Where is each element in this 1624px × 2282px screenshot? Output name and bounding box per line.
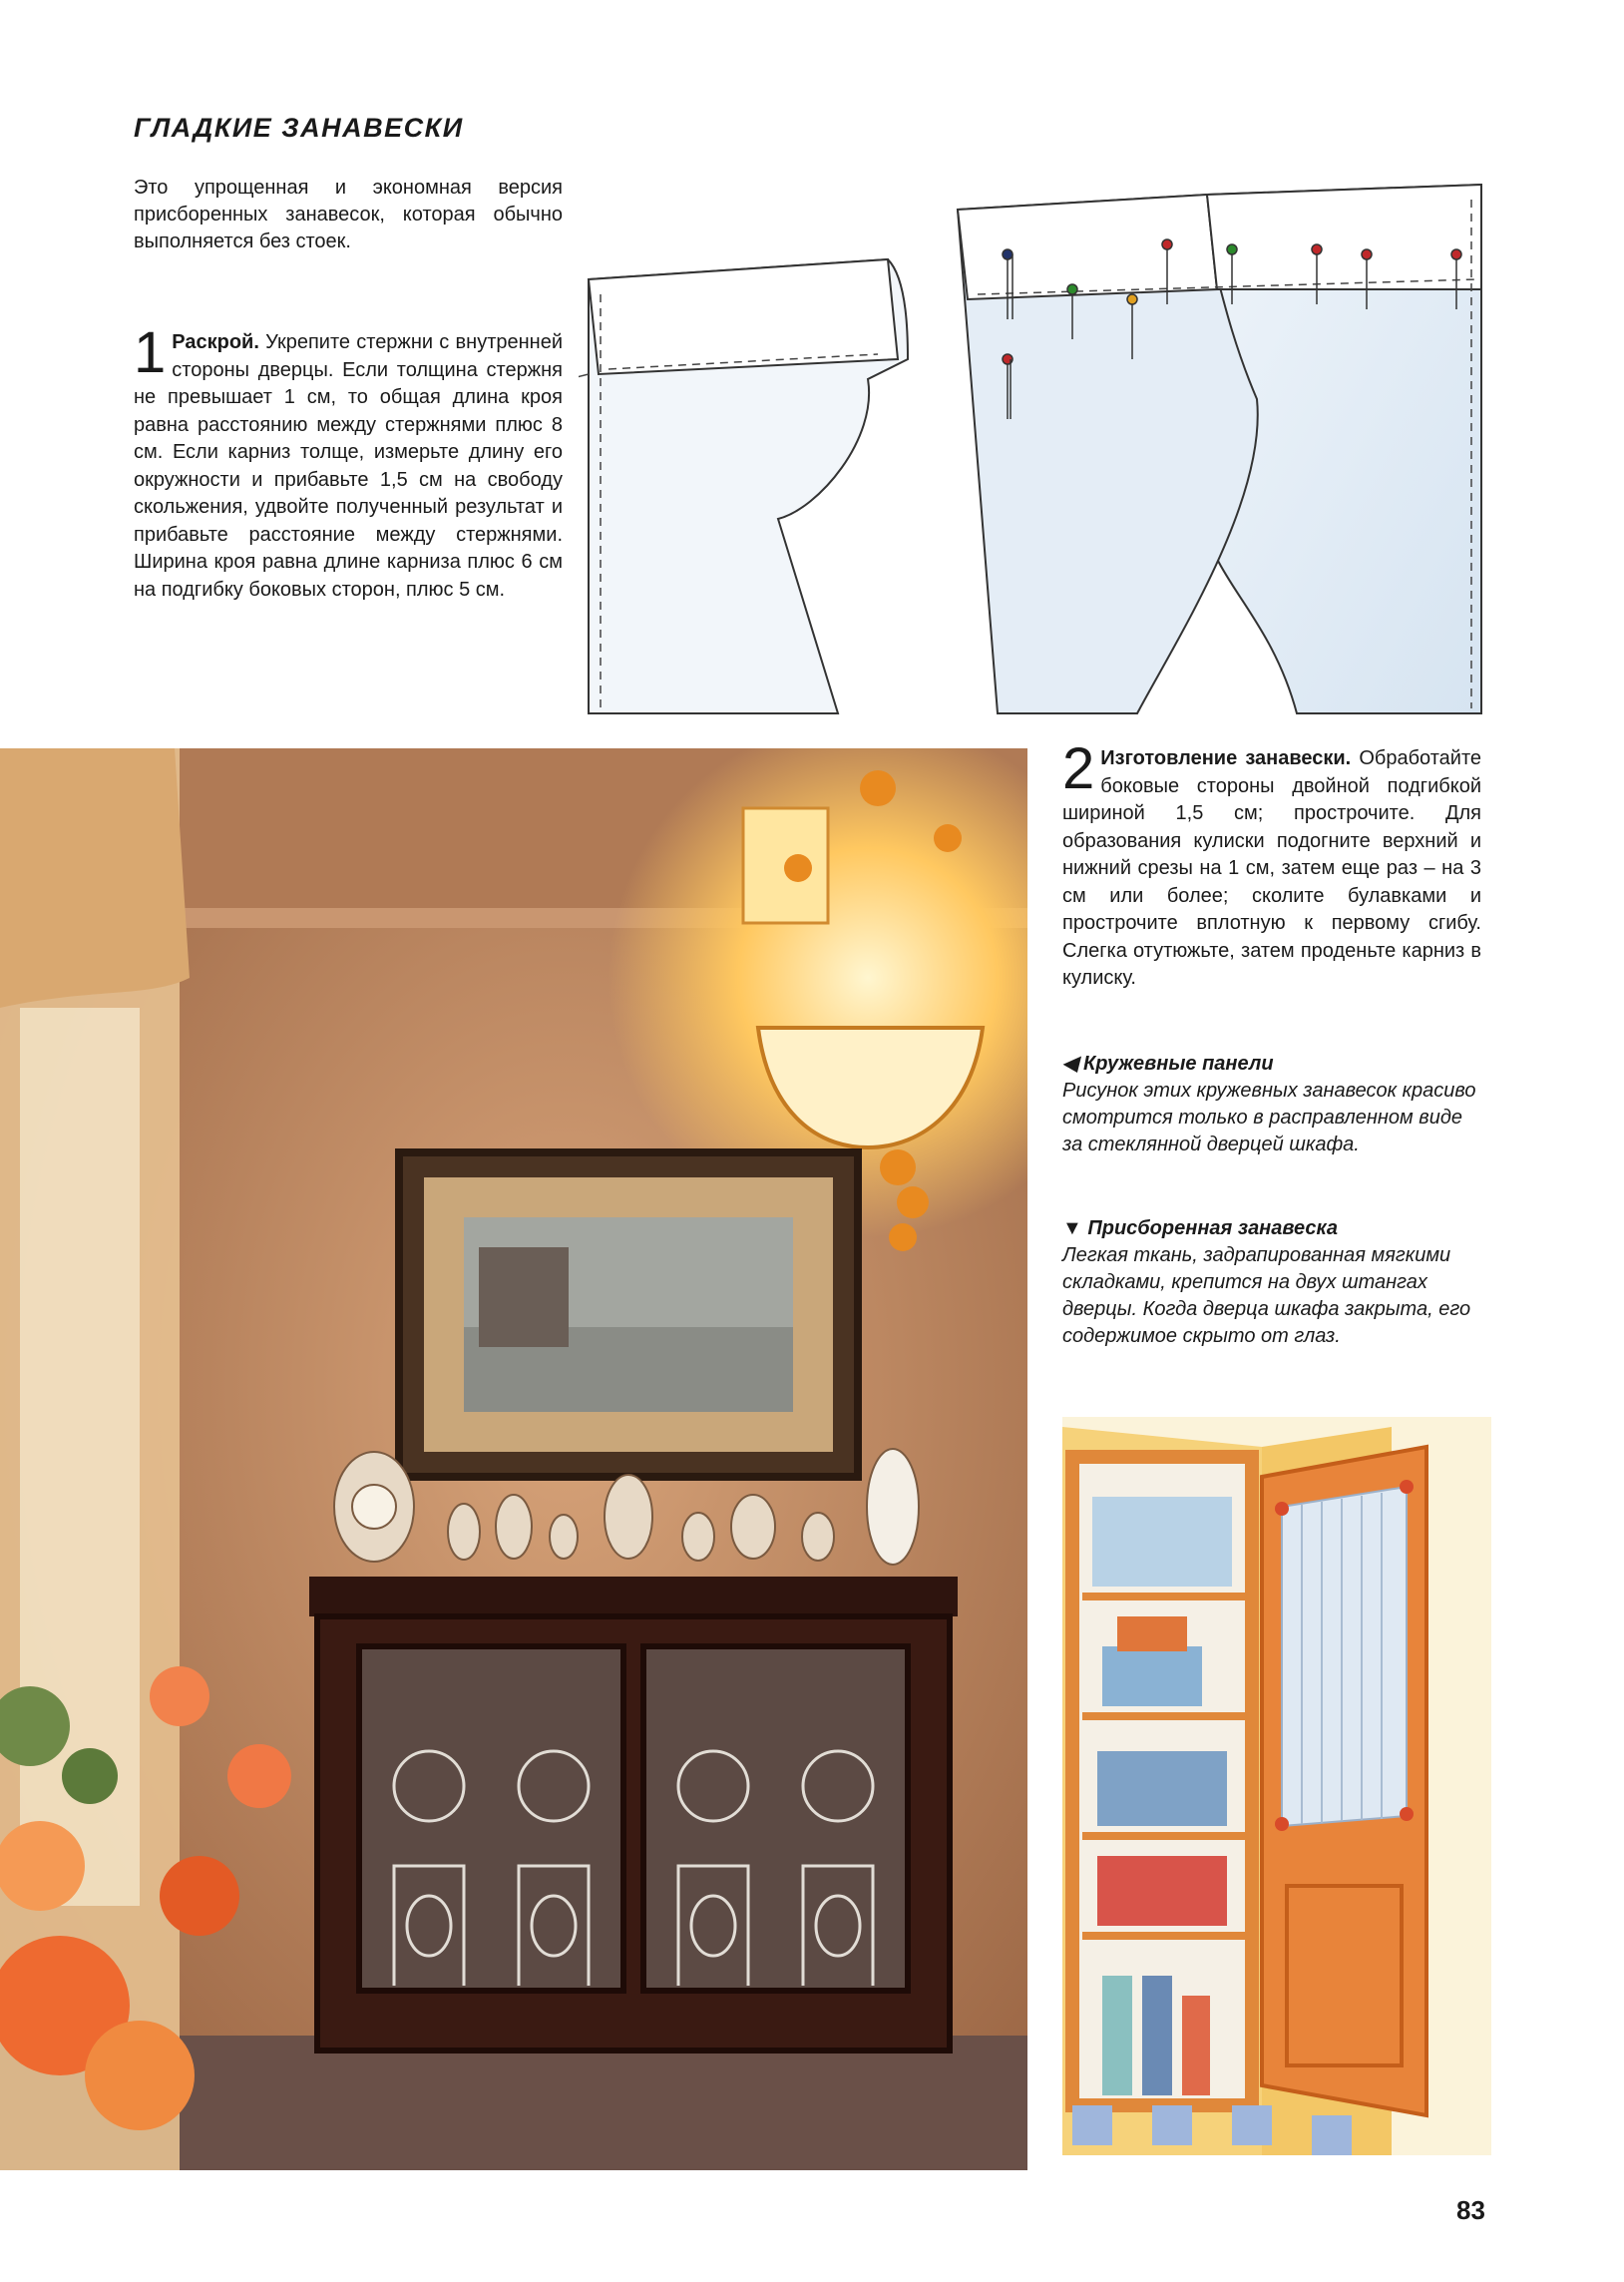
- interior-photo: [0, 748, 1027, 2170]
- page-title: ГЛАДКИЕ ЗАНАВЕСКИ: [134, 113, 464, 143]
- caption-lace-heading: Кружевные панели: [1082, 1053, 1274, 1075]
- step-1-text: Укрепите стержни с внутренней стороны дверцы. Если толщина стержня не превышает 1 см, то общая длина кроя равна расстоянию между стержнями плюс 8 см. Если карниз толще, измерьте длину его окружности и прибавьте 1,5 см на свободу скольжения, удвойте полученный результат и прибавьте расстояние между стержнями. Ширина кроя равна длине карниза плюс 6 см на подгибку боковых сторон, плюс 5 см.: [134, 331, 563, 601]
- caption-gathered-heading: Присборенная занавеска: [1087, 1217, 1338, 1239]
- step-2-lead: Изготовление занавески.: [1100, 747, 1352, 769]
- caption-gathered-marker: ▼: [1062, 1217, 1082, 1239]
- step-1-number: 1: [134, 320, 167, 385]
- caption-lace-panels: [1062, 1051, 1481, 1158]
- caption-lace-body: Рисунок этих кружевных занавесок красиво смотрится только в расправленном виде за стеклянной дверцей шкафа.: [1062, 1080, 1476, 1155]
- curtain-sketch: [579, 180, 1506, 718]
- closet-illustration: [1062, 1417, 1491, 2155]
- step-1-lead: Раскрой.: [172, 331, 259, 353]
- step-2: [1062, 736, 1481, 993]
- caption-gathered-curtain: [1062, 1215, 1481, 1350]
- step-2-text: Обработайте боковые стороны двойной подгибкой шириной 1,5 см; прострочите. Для образования кулиски подогните верхний и нижний срезы на 1 см, затем еще раз – на 3 см или более; сколите булавками и прострочите вплотную к первому сгибу. Слегка отутюжьте, затем проденьте карниз в кулиску.: [1062, 747, 1481, 989]
- step-2-number: 2: [1062, 736, 1095, 801]
- caption-lace-marker: ◀: [1062, 1053, 1078, 1075]
- intro-paragraph: Это упрощенная и экономная версия присборенных занавесок, которая обычно выполняется без стоек.: [134, 177, 563, 252]
- step-1: [134, 320, 563, 604]
- page-number: 83: [1456, 2195, 1485, 2225]
- caption-gathered-body: Легкая ткань, задрапированная мягкими складками, крепится на двух штангах дверцы. Когда дверца шкафа закрыта, его содержимое скрыто от глаз.: [1062, 1244, 1471, 1347]
